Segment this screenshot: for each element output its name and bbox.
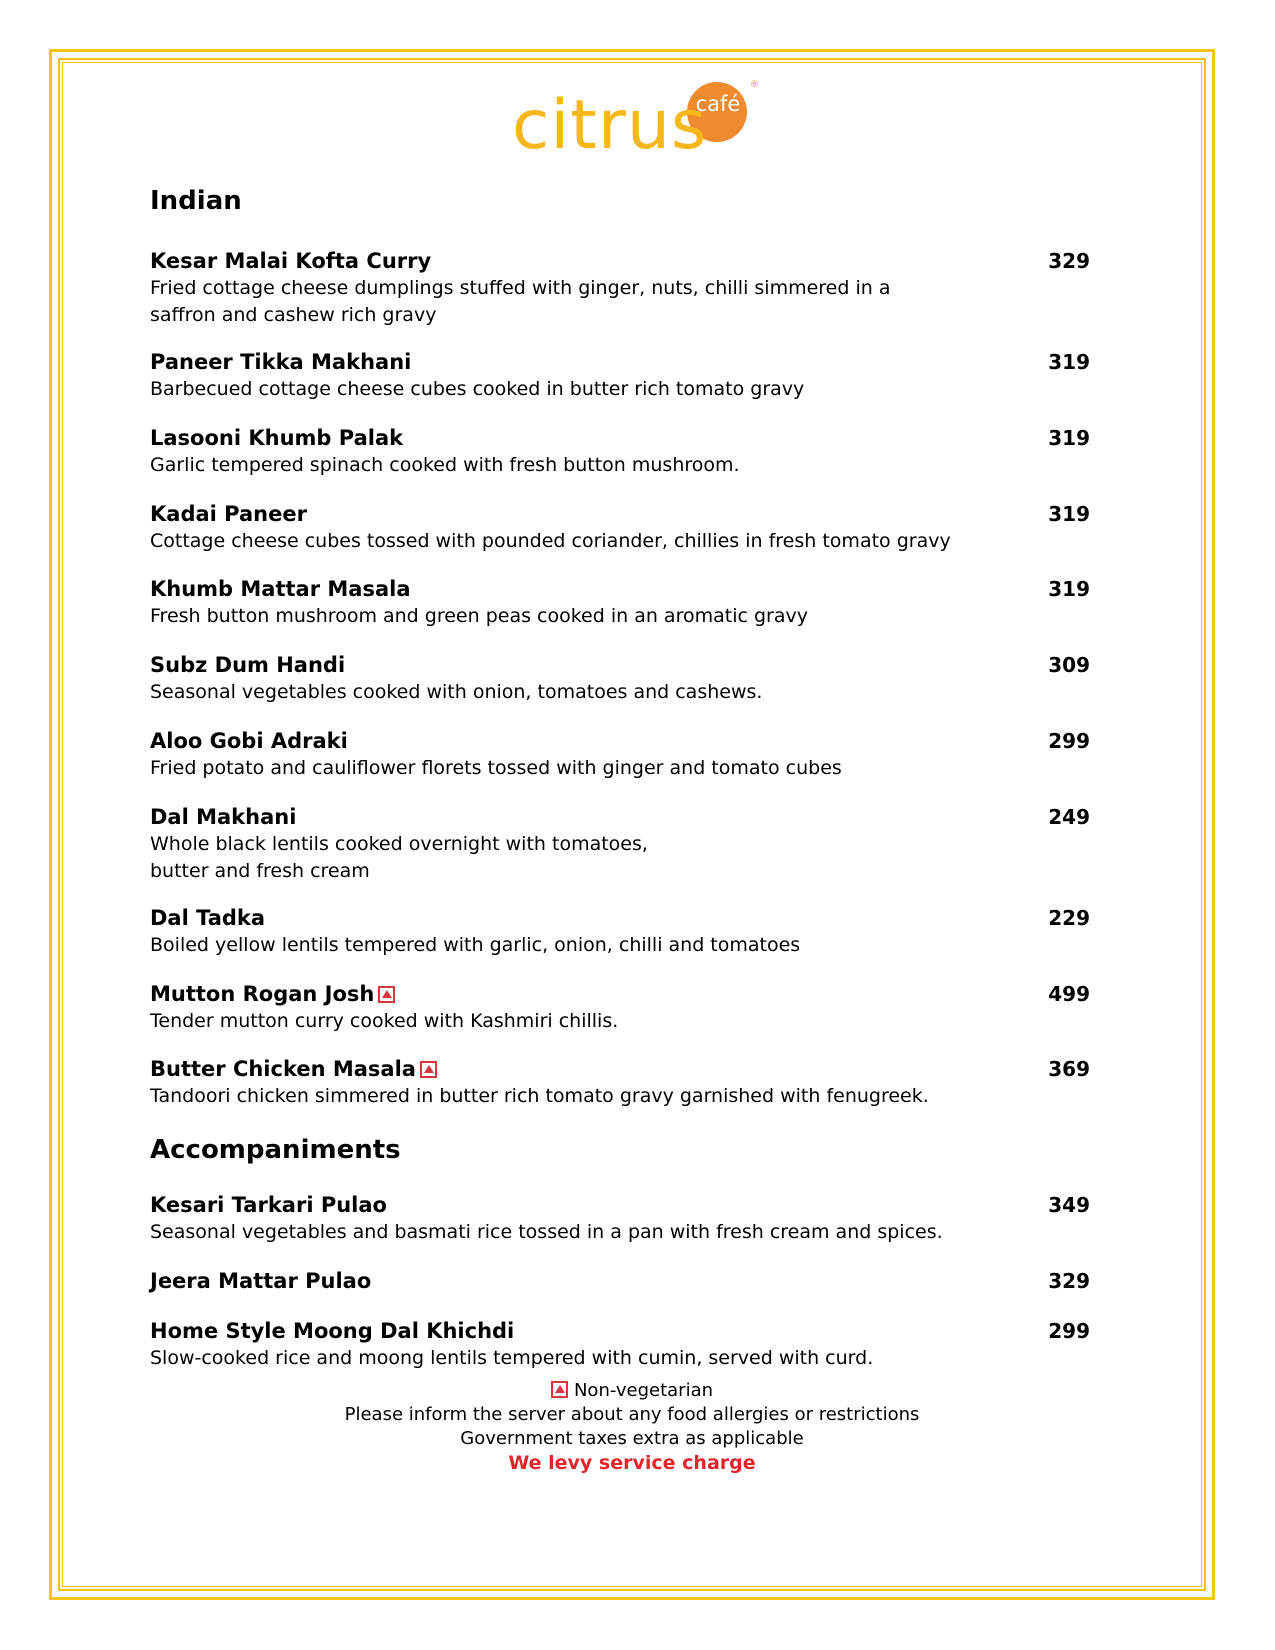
item-price: 349 <box>1048 1193 1090 1217</box>
menu-item <box>150 652 1090 706</box>
item-price: 319 <box>1048 350 1090 374</box>
menu-item <box>150 248 1090 329</box>
logo-cafe-text: café <box>695 92 741 116</box>
allergy-notice: Please inform the server about any food allergies or restrictions <box>344 1404 920 1425</box>
legend-text: Non-vegetarian <box>573 1380 714 1401</box>
item-price: 329 <box>1048 249 1090 273</box>
menu-item <box>150 349 1090 403</box>
item-description: Fresh button mushroom and green peas cooked in an aromatic gravy <box>150 605 808 627</box>
item-description: Whole black lentils cooked overnight with tomatoes, butter and fresh cream <box>150 833 648 882</box>
item-price: 319 <box>1048 502 1090 526</box>
item-name: Jeera Mattar Pulao <box>150 1269 372 1293</box>
item-price: 319 <box>1048 426 1090 450</box>
menu-item <box>150 1318 1090 1372</box>
item-name-row <box>150 1056 1090 1083</box>
nonveg-legend <box>62 1379 1202 1403</box>
item-description: Boiled yellow lentils tempered with garlic, onion, chilli and tomatoes <box>150 934 801 956</box>
menu-item <box>150 804 1090 885</box>
menu-item <box>150 1192 1090 1246</box>
item-price: 309 <box>1048 653 1090 677</box>
item-price: 329 <box>1048 1269 1090 1293</box>
item-name: Aloo Gobi Adraki <box>150 729 348 753</box>
item-description: Tandoori chicken simmered in butter rich tomato gravy garnished with fenugreek. <box>150 1085 929 1107</box>
non-veg-triangle-icon <box>378 986 395 1003</box>
item-description: Garlic tempered spinach cooked with fresh button mushroom. <box>150 454 740 476</box>
item-description: Barbecued cottage cheese cubes cooked in butter rich tomato gravy <box>150 378 805 400</box>
item-name: Dal Tadka <box>150 906 266 930</box>
menu-item <box>150 501 1090 555</box>
menu-item <box>150 1056 1090 1110</box>
item-name: Kadai Paneer <box>150 502 307 526</box>
tax-notice: Government taxes extra as applicable <box>460 1428 804 1449</box>
item-description: Cottage cheese cubes tossed with pounded coriander, chillies in fresh tomato gravy <box>150 530 951 552</box>
item-name: Lasooni Khumb Palak <box>150 426 404 450</box>
menu-item <box>150 576 1090 630</box>
item-description: Seasonal vegetables and basmati rice tossed in a pan with fresh cream and spices. <box>150 1221 943 1243</box>
item-description: Fried potato and cauliflower florets tossed with ginger and tomato cubes <box>150 757 842 779</box>
logo-registered-mark: ® <box>750 80 759 90</box>
item-price: 369 <box>1048 1057 1090 1081</box>
item-name: Kesari Tarkari Pulao <box>150 1193 387 1217</box>
item-name: Butter Chicken Masala <box>150 1057 416 1081</box>
section-title-accompaniments: Accompaniments <box>150 1135 401 1165</box>
non-veg-triangle-icon <box>551 1381 568 1398</box>
menu-item <box>150 1268 1090 1295</box>
item-description: Fried cottage cheese dumplings stuffed with ginger, nuts, chilli simmered in a saffron and cashew rich gravy <box>150 277 891 326</box>
menu-item <box>150 905 1090 959</box>
item-name: Kesar Malai Kofta Curry <box>150 249 432 273</box>
item-price: 229 <box>1048 906 1090 930</box>
citrus-cafe-logo <box>512 74 762 174</box>
section-title-indian: Indian <box>150 186 242 216</box>
item-name: Khumb Mattar Masala <box>150 577 411 601</box>
item-name: Dal Makhani <box>150 805 297 829</box>
item-description: Slow-cooked rice and moong lentils tempered with cumin, served with curd. <box>150 1347 874 1369</box>
item-description: Seasonal vegetables cooked with onion, tomatoes and cashews. <box>150 681 763 703</box>
item-name-row <box>150 981 1090 1008</box>
item-name: Home Style Moong Dal Khichdi <box>150 1319 515 1343</box>
item-price: 299 <box>1048 1319 1090 1343</box>
item-price: 319 <box>1048 577 1090 601</box>
item-price: 499 <box>1048 982 1090 1006</box>
item-price: 299 <box>1048 729 1090 753</box>
item-name: Subz Dum Handi <box>150 653 346 677</box>
service-charge-notice: We levy service charge <box>508 1452 756 1474</box>
menu-footer <box>62 1379 1202 1475</box>
menu-item <box>150 981 1090 1035</box>
menu-item <box>150 425 1090 479</box>
non-veg-triangle-icon <box>420 1061 437 1078</box>
item-name: Mutton Rogan Josh <box>150 982 375 1006</box>
item-description: Tender mutton curry cooked with Kashmiri chillis. <box>150 1010 619 1032</box>
menu-item <box>150 728 1090 782</box>
logo-wordmark: citrus <box>512 86 708 165</box>
item-name: Paneer Tikka Makhani <box>150 350 412 374</box>
item-price: 249 <box>1048 805 1090 829</box>
